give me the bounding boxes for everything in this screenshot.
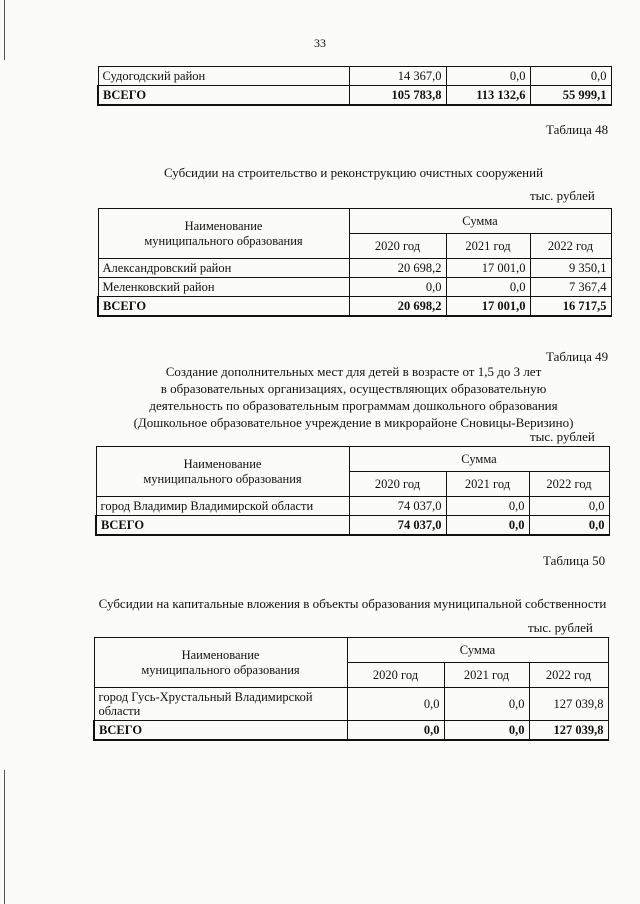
- table-caption: Таблица 49: [546, 349, 609, 364]
- scan-edge-line: [4, 770, 5, 904]
- title-line: Создание дополнительных мест для детей в возрасте от 1,5 до 3 лет: [165, 364, 542, 379]
- total-2022: 0,0: [529, 516, 609, 536]
- header-row: [98, 209, 611, 234]
- value-2021: 0,0: [446, 67, 530, 86]
- total-2020: 0,0: [347, 721, 444, 741]
- value-2022: 127 039,8: [529, 688, 608, 721]
- name-column-header: Наименование муниципального образования: [96, 447, 349, 497]
- table-row: [96, 497, 609, 516]
- value-2022: 7 367,4: [530, 278, 611, 297]
- total-2020: 20 698,2: [349, 297, 446, 317]
- table-title: [97, 363, 610, 431]
- year-2022-header: 2022 год: [529, 472, 609, 497]
- continued-table: [97, 66, 612, 106]
- total-2022: 127 039,8: [529, 721, 608, 741]
- value-2021: 0,0: [446, 278, 530, 297]
- year-2021-header: 2021 год: [446, 234, 530, 259]
- total-label: ВСЕГО: [98, 86, 349, 106]
- value-2020: 0,0: [349, 278, 446, 297]
- total-row: [98, 86, 611, 106]
- title-line: деятельность по образовательным программам дошкольного образования: [149, 398, 558, 413]
- table-title: Субсидии на капитальные вложения в объекты образования муниципальной собственности: [98, 596, 607, 611]
- total-2021: 17 001,0: [446, 297, 530, 317]
- table-title: Субсидии на строительство и реконструкцию очистных сооружений: [163, 165, 544, 180]
- year-2022-header: 2022 год: [530, 234, 611, 259]
- unit-label: тыс. рублей: [530, 188, 595, 203]
- value-2020: 74 037,0: [349, 497, 446, 516]
- total-row: [96, 516, 609, 536]
- total-row: [98, 297, 611, 317]
- year-2021-header: 2021 год: [446, 472, 529, 497]
- value-2020: 20 698,2: [349, 259, 446, 278]
- value-2021: 17 001,0: [446, 259, 530, 278]
- year-2022-header: 2022 год: [529, 663, 608, 688]
- title-line: в образовательных организациях, осуществляющих образовательную: [160, 381, 547, 396]
- header-row: [96, 447, 609, 472]
- scan-edge-line: [4, 0, 5, 60]
- total-2020: 105 783,8: [349, 86, 446, 106]
- total-2022: 16 717,5: [530, 297, 611, 317]
- row-name: Александровский район: [98, 259, 349, 278]
- table-caption: Таблица 48: [546, 122, 609, 137]
- title-line: (Дошкольное образовательное учреждение в микрорайоне Сновицы-Веризино): [133, 415, 574, 430]
- total-2021: 0,0: [444, 721, 529, 741]
- sum-header: Сумма: [347, 638, 608, 663]
- total-row: [94, 721, 608, 741]
- unit-label: тыс. рублей: [528, 620, 593, 635]
- total-2021: 0,0: [446, 516, 529, 536]
- year-2020-header: 2020 год: [349, 472, 446, 497]
- row-name: Меленковский район: [98, 278, 349, 297]
- year-2020-header: 2020 год: [349, 234, 446, 259]
- value-2020: 14 367,0: [349, 67, 446, 86]
- total-label: ВСЕГО: [96, 516, 349, 536]
- total-label: ВСЕГО: [98, 297, 349, 317]
- table-row: [94, 688, 608, 721]
- year-2021-header: 2021 год: [444, 663, 529, 688]
- sum-header: Сумма: [349, 447, 609, 472]
- table-50: [93, 637, 609, 741]
- total-2021: 113 132,6: [446, 86, 530, 106]
- year-2020-header: 2020 год: [347, 663, 444, 688]
- row-name: город Владимир Владимирской области: [96, 497, 349, 516]
- header-row: [94, 638, 608, 663]
- page-number: 33: [314, 36, 326, 50]
- value-2020: 0,0: [347, 688, 444, 721]
- table-row: [98, 67, 611, 86]
- value-2022: 0,0: [529, 497, 609, 516]
- unit-label: тыс. рублей: [530, 429, 595, 444]
- total-2022: 55 999,1: [530, 86, 611, 106]
- table-row: [98, 259, 611, 278]
- value-2021: 0,0: [444, 688, 529, 721]
- sum-header: Сумма: [349, 209, 611, 234]
- name-column-header: Наименование муниципального образования: [94, 638, 347, 688]
- value-2021: 0,0: [446, 497, 529, 516]
- row-name: город Гусь-Хрустальный Владимирской области: [94, 688, 347, 721]
- value-2022: 0,0: [530, 67, 611, 86]
- row-name: Судогодский район: [98, 67, 349, 86]
- total-2020: 74 037,0: [349, 516, 446, 536]
- table-48: [97, 208, 612, 317]
- table-row: [98, 278, 611, 297]
- name-column-header: Наименование муниципального образования: [98, 209, 349, 259]
- total-label: ВСЕГО: [94, 721, 347, 741]
- table-caption: Таблица 50: [543, 553, 606, 568]
- table-49: [95, 446, 610, 536]
- value-2022: 9 350,1: [530, 259, 611, 278]
